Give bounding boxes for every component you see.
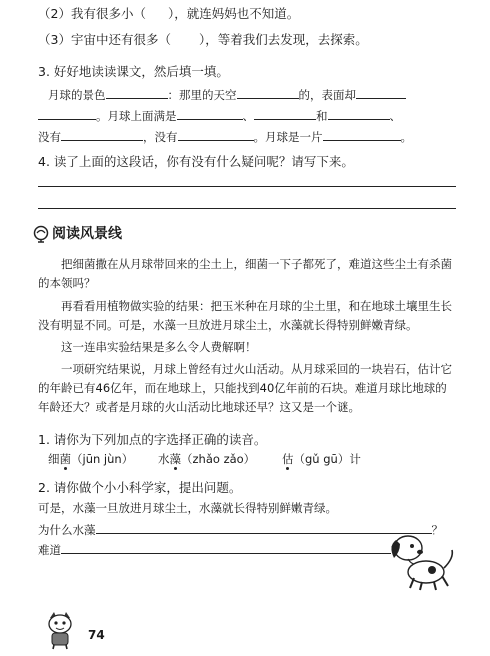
dog-illustration [378, 528, 460, 592]
item-3-post: ），等着我们去发现，去探索。 [198, 32, 368, 47]
q3-line-2 [38, 107, 401, 124]
blank[interactable] [328, 107, 390, 120]
page-number: 74 [88, 628, 105, 642]
pq1-w2-dotted: 藻 [169, 452, 181, 466]
answer-line[interactable] [38, 186, 456, 187]
mascot-illustration [44, 610, 76, 650]
pq1-w1 [48, 452, 133, 467]
q3-line-3-d: 。 [400, 130, 412, 144]
pq2-l1-q: ？ [431, 523, 443, 537]
passage-p4: 一项研究结果说，月球上曾经有过火山活动。从月球采回的一块岩石，估计它的年龄已有46亿年，而在地球上，只能找到40亿年前的石块。难道月球比地球的年龄还大？或者是月球的火山活动比地球还早？这又是一个谜。 [38, 362, 452, 414]
q3-line-3 [38, 128, 412, 145]
pq1-w2-options[interactable]: （zhǎo zǎo） [181, 452, 256, 466]
pq1-title: 1. 请你为下列加点的字选择正确的读音。 [38, 432, 267, 447]
blank[interactable] [106, 86, 168, 99]
blank[interactable] [323, 128, 401, 141]
pq2-l2 [38, 541, 403, 558]
pq1-w2 [158, 452, 255, 467]
q3-line-1-c: 的，表面却 [298, 88, 356, 102]
q3-line-2-b: 、 [242, 109, 254, 123]
q3-line-1-a: 月球的景色 [48, 88, 106, 102]
pq1-w2-pre: 水 [158, 452, 170, 466]
passage-p1: 把细菌撒在从月球带回来的尘土上，细菌一下子都死了，难道这些尘土有杀菌的本领吗？ [38, 257, 452, 290]
blank[interactable] [237, 86, 299, 99]
blank[interactable] [177, 107, 243, 120]
passage-p3: 这一连串实验结果是多么令人费解啊！ [61, 340, 257, 354]
q3-line-1 [48, 86, 406, 103]
pq2-l2-pre: 难道 [38, 543, 61, 557]
q3-line-3-a: 没有 [38, 130, 61, 144]
item-3 [38, 32, 368, 48]
pq1-w3-options[interactable]: （gǔ gū） [293, 452, 350, 466]
pq1-w1-pre: 细 [48, 452, 60, 466]
item-2-pre: （2）我有很多小（ [38, 6, 146, 21]
item-3-pre: （3）宇宙中还有很多（ [38, 32, 171, 47]
blank[interactable] [178, 128, 254, 141]
pq1-w1-options[interactable]: （jūn jùn） [71, 452, 134, 466]
pq2-given: 可是，水藻一旦放进月球尘土，水藻就长得特别鲜嫩青绿。 [38, 501, 337, 515]
q3-line-2-d: 、 [389, 109, 401, 123]
q4-title: 4. 读了上面的这段话，你有没有什么疑问呢？请写下来。 [38, 154, 354, 169]
q3-line-3-b: ，没有 [143, 130, 178, 144]
q3-line-2-a: 。月球上面满是 [96, 109, 177, 123]
item-2 [38, 6, 299, 22]
answer-line[interactable] [38, 208, 456, 209]
pq1-w3-post: 计 [349, 452, 361, 466]
blank[interactable] [356, 86, 406, 99]
q3-line-3-c: 。月球是一片 [253, 130, 323, 144]
pq1-w3 [282, 452, 361, 467]
question-blank[interactable] [61, 541, 391, 554]
blank[interactable] [38, 107, 96, 120]
pq2-l1-pre: 为什么水藻 [38, 523, 96, 537]
blank[interactable] [61, 128, 143, 141]
q3-title: 3. 好好地读读课文，然后填一填。 [38, 64, 229, 79]
item-2-post: ），就连妈妈也不知道。 [167, 6, 300, 21]
q3-line-2-c: 和 [316, 109, 328, 123]
q3-line-1-b: ：那里的天空 [167, 88, 237, 102]
pq1-w3-dotted: 估 [282, 452, 294, 466]
pq1-w1-dotted: 菌 [59, 452, 71, 466]
blank[interactable] [254, 107, 316, 120]
section-title: 阅读风景线 [52, 226, 122, 242]
pq2-title: 2. 请你做个小小科学家，提出问题。 [38, 480, 242, 495]
section-icon [32, 225, 50, 243]
passage-p2: 再看看用植物做实验的结果：把玉米种在月球的尘土里，和在地球土壤里生长没有明显不同。可是，水藻一旦放进月球尘土，水藻就长得特别鲜嫩青绿。 [38, 299, 452, 332]
